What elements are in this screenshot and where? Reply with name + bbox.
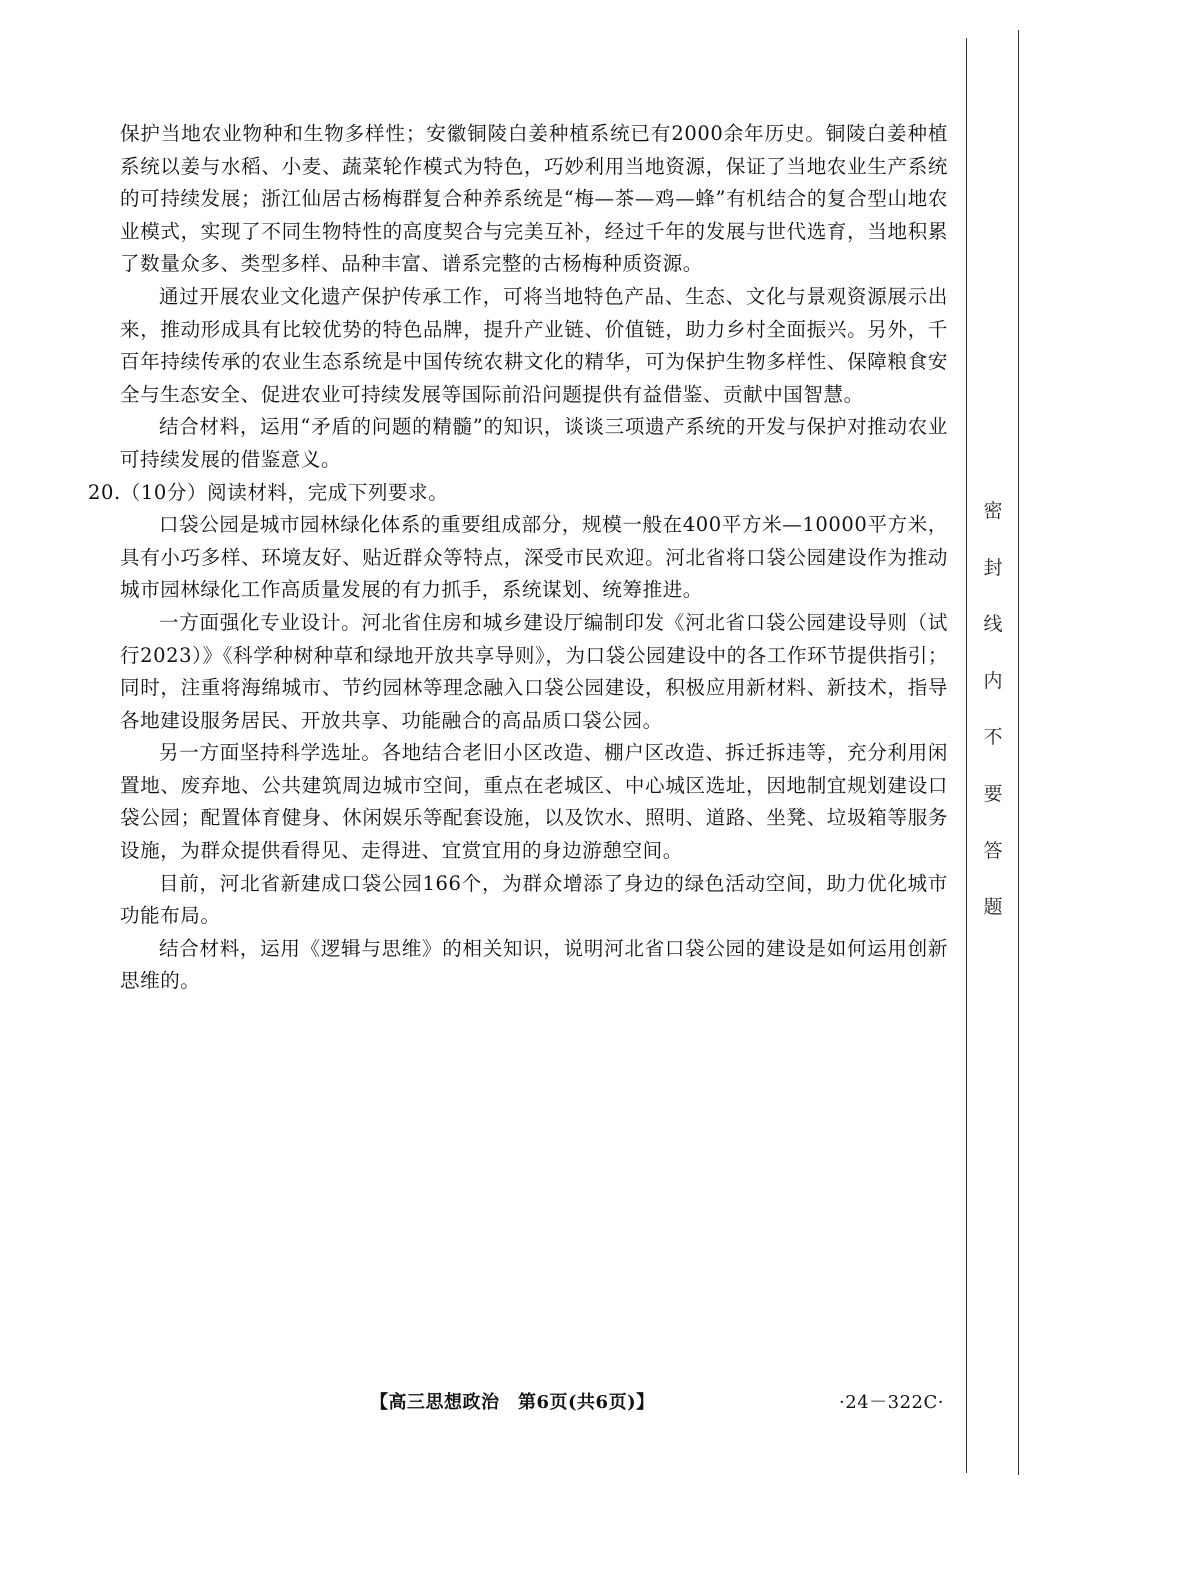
seal-char: 封	[983, 556, 1003, 579]
seal-char: 线	[983, 613, 1003, 636]
paragraph-heritage-systems: 保护当地农业物种和生物多样性；安徽铜陵白姜种植系统已有2000余年历史。铜陵白姜种植系统以姜与水稻、小麦、蔬菜轮作模式为特色，巧妙利用当地资源，保证了当地农业生产系统的可持续发展；浙江仙居古杨梅群复合种养系统是“梅—茶—鸡—蜂”有机结合的复合型山地农业模式，实现了不同生物特性的高度契合与完美互补，经过千年的发展与世代选育，当地积累了数量众多、类型多样、品种丰富、谱系完整的古杨梅种质资源。	[120, 122, 948, 276]
paragraph-current-status: 目前，河北省新建成口袋公园166个，为群众增添了身边的绿色活动空间，助力优化城市功能布局。	[120, 871, 948, 928]
seal-char: 内	[983, 669, 1003, 692]
question-19-prompt: 结合材料，运用“矛盾的问题的精髓”的知识，谈谈三项遗产系统的开发与保护对推动农业可持续发展的借鉴意义。	[120, 415, 948, 471]
seal-char: 答	[983, 839, 1003, 862]
binding-line-outer	[1018, 30, 1019, 1475]
paragraph-site-selection: 另一方面坚持科学选址。各地结合老旧小区改造、棚户区改造、拆迁拆违等，充分利用闲置地、废弃地、公共建筑周边城市空间，重点在老城区、中心城区选址，因地制宜规划建设口袋公园；配置体育健身、休闲娱乐等配套设施，以及饮水、照明、道路、坐凳、垃圾箱等服务设施，为群众提供看得见、走得进、宜赏宜用的身边游憩空间。	[120, 741, 948, 863]
footer-exam-code: ·24－322C·	[839, 1392, 944, 1413]
seal-char: 要	[983, 782, 1003, 805]
question-20-prompt: 结合材料，运用《逻辑与思维》的相关知识，说明河北省口袋公园的建设是如何运用创新思维的。	[120, 936, 948, 993]
paragraph-pocket-park-intro: 口袋公园是城市园林绿化体系的重要组成部分，规模一般在400平方米—10000平方米，具有小巧多样、环境友好、贴近群众等特点，深受市民欢迎。河北省将口袋公园建设作为推动城市园林绿化工作高质量发展的有力抓手，系统谋划、统筹推进。	[120, 513, 948, 602]
footer-page-info: 【高三思想政治 第6页(共6页)】	[370, 1392, 655, 1413]
paragraph-professional-design: 一方面强化专业设计。河北省住房和城乡建设厅编制印发《河北省口袋公园建设导则（试行2023）》《科学种树种草和绿地开放共享导则》，为口袋公园建设中的各工作环节提供指引；同时，注重将海绵城市、节约园林等理念融入口袋公园建设，积极应用新材料、新技术，指导各地建设服务居民、开放共享、功能融合的高品质口袋公园。	[120, 610, 948, 732]
question-20-heading: 20.（10分）阅读材料，完成下列要求。	[88, 480, 449, 504]
paragraph-heritage-protection: 通过开展农业文化遗产保护传承工作，可将当地特色产品、生态、文化与景观资源展示出来，推动形成具有比较优势的特色品牌，提升产业链、价值链，助力乡村全面振兴。另外，千百年持续传承的农业生态系统是中国传统农耕文化的精华，可为保护生物多样性、保障粮食安全与生态安全、促进农业可持续发展等国际前沿问题提供有益借鉴、贡献中国智慧。	[120, 284, 948, 406]
page-body	[88, 118, 948, 998]
seal-line-notice	[978, 496, 1008, 949]
page-footer	[120, 1388, 948, 1418]
binding-line-inner	[966, 38, 967, 1473]
seal-char: 题	[983, 896, 1003, 919]
seal-char: 密	[983, 500, 1003, 522]
seal-char: 不	[983, 726, 1003, 749]
